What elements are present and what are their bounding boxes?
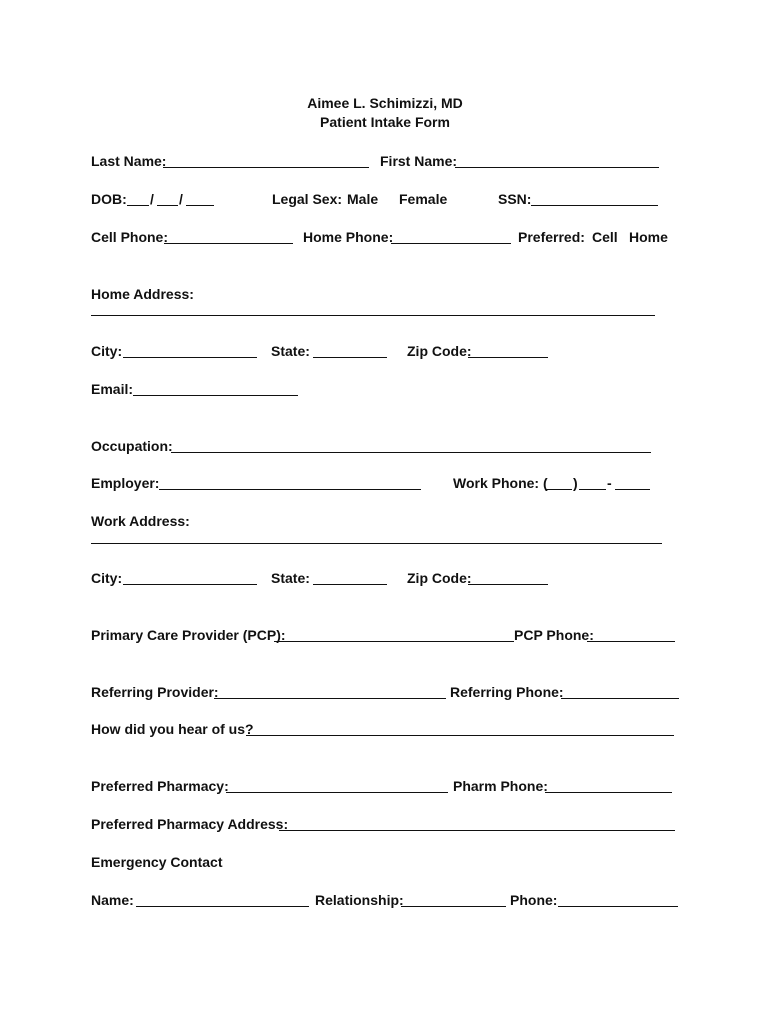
preferred-option-home[interactable]: Home (629, 229, 668, 245)
home-phone-field[interactable] (391, 243, 511, 244)
work-phone-line-field[interactable] (615, 489, 650, 490)
work-state-field[interactable] (313, 584, 387, 585)
dob-separator: / (150, 191, 154, 207)
name-row (0, 152, 770, 172)
ssn-label: SSN: (498, 191, 532, 207)
pharmacy-label: Preferred Pharmacy: (91, 778, 229, 794)
emergency-relationship-field[interactable] (401, 906, 506, 907)
home-state-label: State: (271, 343, 310, 359)
email-field[interactable] (133, 395, 298, 396)
emergency-phone-field[interactable] (558, 906, 678, 907)
home-city-row (0, 342, 770, 362)
email-label: Email: (91, 381, 134, 397)
dob-month-field[interactable] (127, 205, 149, 206)
cell-phone-field[interactable] (164, 243, 293, 244)
hear-of-us-field[interactable] (246, 735, 674, 736)
employer-field[interactable] (159, 489, 421, 490)
pcp-phone-label: PCP Phone: (514, 627, 594, 643)
emergency-contact-heading: Emergency Contact (91, 854, 223, 870)
home-state-field[interactable] (313, 357, 387, 358)
home-city-field[interactable] (123, 357, 257, 358)
first-name-field[interactable] (455, 167, 659, 168)
dob-sex-ssn-row (0, 190, 770, 210)
pharm-phone-field[interactable] (545, 792, 672, 793)
work-zip-label: Zip Code: (407, 570, 472, 586)
home-city-label: City: (91, 343, 123, 359)
work-city-row (0, 569, 770, 589)
dob-day-field[interactable] (157, 205, 178, 206)
ssn-field[interactable] (531, 205, 658, 206)
pcp-row (0, 626, 770, 646)
home-phone-label: Home Phone: (303, 229, 394, 245)
dob-label: DOB: (91, 191, 127, 207)
work-city-field[interactable] (123, 584, 257, 585)
pcp-label: Primary Care Provider (PCP): (91, 627, 286, 643)
work-address-label: Work Address: (91, 513, 190, 529)
pharmacy-address-row (0, 815, 770, 835)
emergency-name-label: Name: (91, 892, 134, 908)
form-title: Patient Intake Form (320, 114, 450, 130)
sex-option-male[interactable]: Male (347, 191, 379, 207)
employer-row (0, 474, 770, 494)
work-address-row (0, 512, 770, 532)
pharmacy-address-field[interactable] (279, 830, 675, 831)
home-address-row (0, 285, 770, 305)
home-address-field[interactable] (91, 315, 655, 316)
work-city-label: City: (91, 570, 123, 586)
preferred-option-cell[interactable]: Cell (592, 229, 618, 245)
cell-phone-label: Cell Phone: (91, 229, 169, 245)
occupation-row (0, 437, 770, 457)
pcp-phone-field[interactable] (587, 641, 675, 642)
dob-separator: / (179, 191, 183, 207)
sex-option-female[interactable]: Female (399, 191, 448, 207)
phone-row (0, 228, 770, 248)
employer-label: Employer: (91, 475, 160, 491)
work-zip-field[interactable] (468, 584, 548, 585)
pharmacy-row (0, 777, 770, 797)
emergency-heading-row (0, 853, 770, 873)
work-address-field[interactable] (91, 543, 662, 544)
hear-of-us-row (0, 720, 770, 740)
referring-phone-field[interactable] (561, 698, 679, 699)
home-zip-label: Zip Code: (407, 343, 472, 359)
first-name-label: First Name: (380, 153, 458, 169)
work-phone-paren: ) (573, 475, 578, 491)
home-address-label: Home Address: (91, 286, 194, 302)
referring-phone-label: Referring Phone: (450, 684, 564, 700)
emergency-name-field[interactable] (136, 906, 309, 907)
pharm-phone-label: Pharm Phone: (453, 778, 548, 794)
last-name-field[interactable] (163, 167, 369, 168)
work-phone-prefix-field[interactable] (579, 489, 606, 490)
emergency-relationship-label: Relationship: (315, 892, 404, 908)
work-phone-label: Work Phone: ( (453, 475, 548, 491)
doctor-name: Aimee L. Schimizzi, MD (307, 95, 463, 111)
occupation-label: Occupation: (91, 438, 173, 454)
legal-sex-label: Legal Sex: (272, 191, 343, 207)
hear-of-us-label: How did you hear of us? (91, 721, 254, 737)
preferred-label: Preferred: (518, 229, 585, 245)
work-phone-dash: - (607, 475, 612, 491)
referring-provider-field[interactable] (214, 698, 446, 699)
work-phone-area-code-field[interactable] (545, 489, 572, 490)
email-row (0, 380, 770, 400)
home-zip-field[interactable] (468, 357, 548, 358)
referring-provider-label: Referring Provider: (91, 684, 219, 700)
pcp-field[interactable] (274, 641, 514, 642)
work-state-label: State: (271, 570, 310, 586)
dob-year-field[interactable] (186, 205, 214, 206)
pharmacy-address-label: Preferred Pharmacy Address: (91, 816, 289, 832)
occupation-field[interactable] (171, 452, 651, 453)
last-name-label: Last Name: (91, 153, 167, 169)
emergency-phone-label: Phone: (510, 892, 558, 908)
referring-row (0, 683, 770, 703)
emergency-contact-row (0, 891, 770, 911)
pharmacy-field[interactable] (226, 792, 448, 793)
